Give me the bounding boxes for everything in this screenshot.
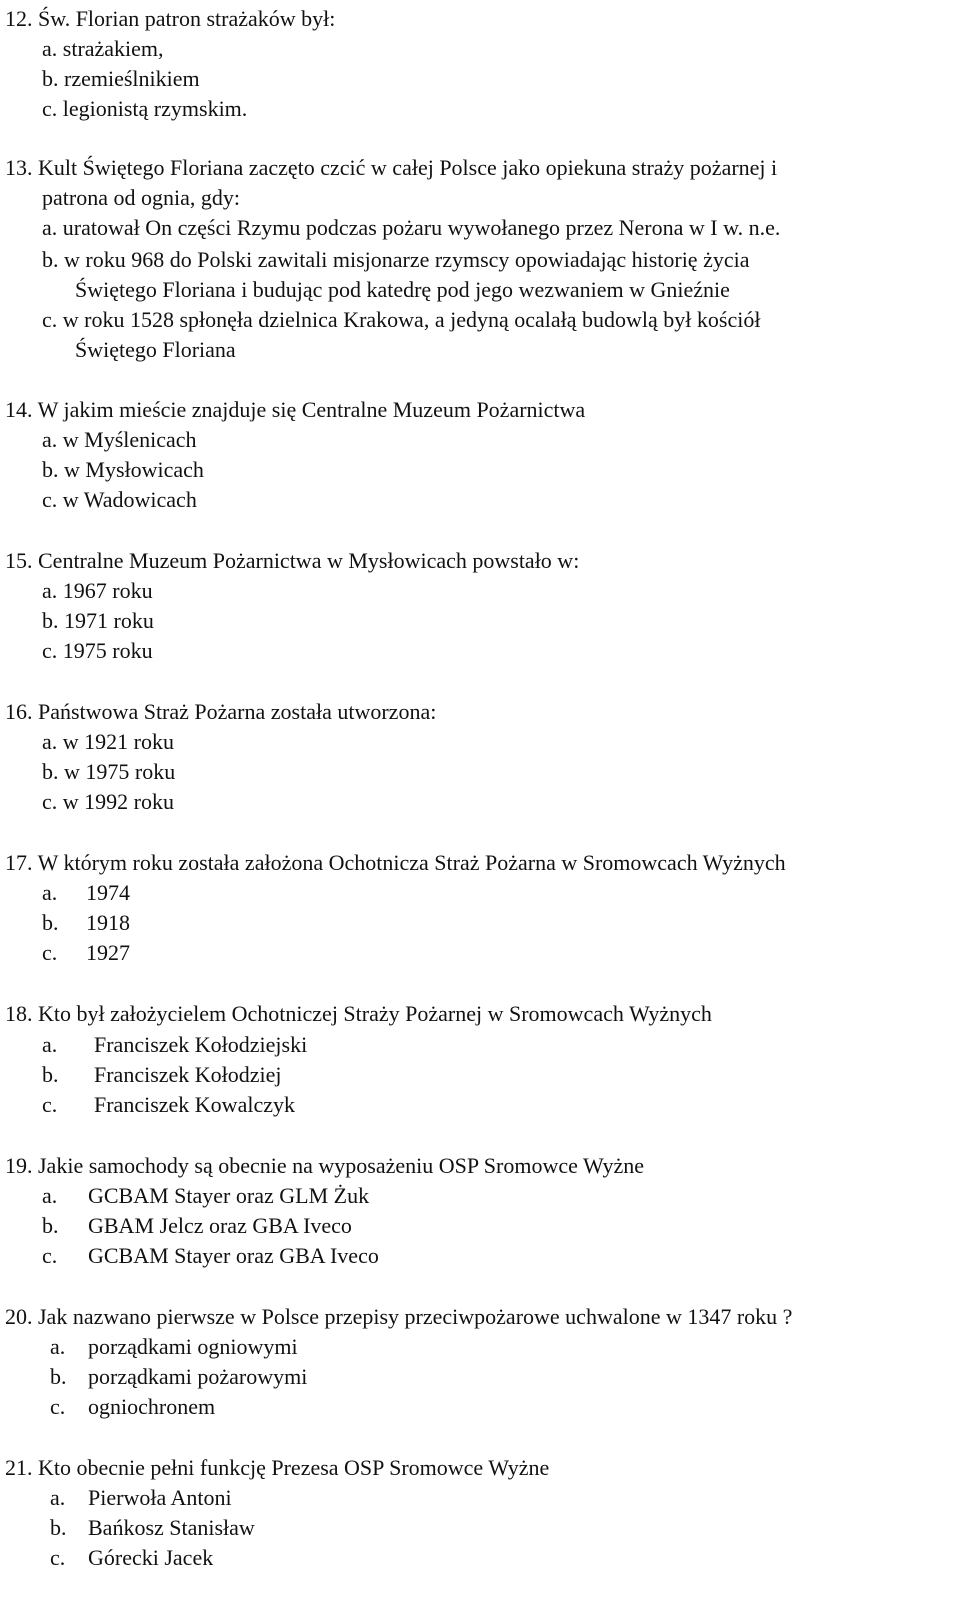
option-14c (42, 485, 197, 515)
option-14b (42, 455, 204, 485)
option-text: Górecki Jacek (88, 1545, 214, 1570)
option-letter: c. (42, 638, 58, 663)
option-text: w 1921 roku (62, 729, 174, 754)
option-16a (42, 727, 174, 757)
question-text: Kto był założycielem Ochotniczej Straży Pożarnej w Sromowcach Wyżnych (38, 1001, 712, 1026)
option-letter: a. (42, 215, 58, 240)
option-18a (42, 1030, 307, 1060)
option-text: Bańkosz Stanisław (88, 1515, 255, 1540)
question-text: Kto obecnie pełni funkcję Prezesa OSP Sromowce Wyżne (38, 1455, 550, 1480)
option-text: strażakiem, (62, 36, 164, 61)
option-text-continuation: Świętego Floriana (75, 337, 236, 362)
option-text: w 1975 roku (64, 759, 176, 784)
option-text: GBAM Jelcz oraz GBA Iveco (88, 1213, 352, 1238)
option-letter: b. (42, 608, 59, 633)
option-text: 1927 (86, 940, 130, 965)
option-letter: a. (50, 1334, 66, 1359)
option-text: ogniochronem (88, 1394, 216, 1419)
question-text: W którym roku została założona Ochotnicza Straż Pożarna w Sromowcach Wyżnych (37, 850, 786, 875)
question-13 (5, 153, 777, 183)
option-20b (50, 1362, 307, 1392)
option-13c-continuation (75, 335, 236, 365)
option-19b (42, 1211, 352, 1241)
question-text-continuation: patrona od ognia, gdy: (42, 185, 240, 210)
option-letter: c. (42, 940, 58, 965)
option-13c (42, 305, 760, 335)
option-letter: c. (42, 789, 58, 814)
option-13a (42, 213, 780, 243)
option-13b-continuation (75, 275, 730, 305)
option-letter: c. (42, 1243, 58, 1268)
option-letter: c. (42, 307, 58, 332)
option-21a (50, 1483, 232, 1513)
option-text: porządkami ogniowymi (88, 1334, 298, 1359)
option-text-continuation: Świętego Floriana i budując pod katedrę pod jego wezwaniem w Gnieźnie (75, 277, 730, 302)
option-text: 1974 (86, 880, 130, 905)
option-text: 1975 roku (62, 638, 153, 663)
option-letter: c. (50, 1545, 66, 1570)
question-18 (5, 999, 712, 1029)
question-number: 13. (5, 155, 33, 180)
question-number: 19. (5, 1153, 33, 1178)
option-21c (50, 1543, 213, 1573)
option-text: rzemieślnikiem (64, 66, 200, 91)
option-12a (42, 34, 164, 64)
option-text: w Myślenicach (62, 427, 197, 452)
question-15 (5, 546, 579, 576)
question-text: Kult Świętego Floriana zaczęto czcić w całej Polsce jako opiekuna straży pożarnej i (38, 155, 778, 180)
option-text: w 1992 roku (62, 789, 174, 814)
option-letter: a. (42, 1032, 58, 1057)
option-20a (50, 1332, 298, 1362)
option-letter: a. (42, 880, 58, 905)
question-number: 20. (5, 1304, 33, 1329)
option-14a (42, 425, 197, 455)
option-15b (42, 606, 154, 636)
option-letter: a. (42, 1183, 58, 1208)
option-17c (42, 938, 130, 968)
option-text: uratował On części Rzymu podczas pożaru wywołanego przez Nerona w I w. n.e. (62, 215, 781, 240)
option-letter: b. (42, 66, 59, 91)
option-letter: a. (42, 427, 58, 452)
option-letter: c. (42, 487, 58, 512)
question-17 (5, 848, 786, 878)
option-letter: b. (50, 1364, 67, 1389)
option-text: 1918 (86, 910, 130, 935)
option-text: Franciszek Kołodziej (94, 1062, 282, 1087)
option-text: Pierwoła Antoni (88, 1485, 232, 1510)
option-letter: b. (42, 1062, 59, 1087)
option-letter: b. (42, 457, 59, 482)
question-12 (5, 4, 335, 34)
question-number: 17. (5, 850, 33, 875)
option-15a (42, 576, 153, 606)
option-19c (42, 1241, 379, 1271)
option-letter: b. (42, 910, 59, 935)
option-letter: c. (42, 96, 58, 121)
option-18b (42, 1060, 282, 1090)
option-text: Franciszek Kołodziejski (94, 1032, 308, 1057)
question-text: W jakim mieście znajduje się Centralne Muzeum Pożarnictwa (37, 397, 586, 422)
option-17a (42, 878, 130, 908)
option-21b (50, 1513, 255, 1543)
option-16c (42, 787, 174, 817)
option-18c (42, 1090, 295, 1120)
question-13-continuation (42, 183, 240, 213)
option-17b (42, 908, 130, 938)
question-19 (5, 1151, 644, 1181)
question-16 (5, 697, 436, 727)
question-number: 21. (5, 1455, 33, 1480)
question-number: 16. (5, 699, 33, 724)
option-text: GCBAM Stayer oraz GLM Żuk (88, 1183, 370, 1208)
question-text: Centralne Muzeum Pożarnictwa w Mysłowicach powstało w: (38, 548, 580, 573)
option-letter: a. (42, 36, 58, 61)
option-letter: c. (50, 1394, 66, 1419)
question-number: 14. (5, 397, 33, 422)
question-14 (5, 395, 585, 425)
question-21 (5, 1453, 549, 1483)
option-12b (42, 64, 200, 94)
option-letter: b. (42, 759, 59, 784)
option-12c (42, 94, 247, 124)
option-text: GCBAM Stayer oraz GBA Iveco (88, 1243, 379, 1268)
option-text: 1971 roku (64, 608, 154, 633)
option-text: 1967 roku (62, 578, 153, 603)
option-letter: c. (42, 1092, 58, 1117)
option-letter: a. (42, 578, 58, 603)
option-15c (42, 636, 153, 666)
option-text: w Wadowicach (62, 487, 197, 512)
question-text: Jakie samochody są obecnie na wyposażeniu OSP Sromowce Wyżne (38, 1153, 644, 1178)
option-20c (50, 1392, 215, 1422)
option-text: Franciszek Kowalczyk (94, 1092, 295, 1117)
question-20 (5, 1302, 792, 1332)
option-19a (42, 1181, 369, 1211)
question-number: 18. (5, 1001, 33, 1026)
option-text: porządkami pożarowymi (88, 1364, 308, 1389)
option-text: w Mysłowicach (64, 457, 204, 482)
option-letter: b. (50, 1515, 67, 1540)
option-text: w roku 1528 spłonęła dzielnica Krakowa, a jedyną ocalałą budowlą był kościół (62, 307, 761, 332)
question-text: Jak nazwano pierwsze w Polsce przepisy przeciwpożarowe uchwalone w 1347 roku ? (38, 1304, 793, 1329)
question-number: 15. (5, 548, 33, 573)
option-letter: b. (42, 1213, 59, 1238)
option-letter: b. (42, 247, 59, 272)
question-text: Państwowa Straż Pożarna została utworzona: (38, 699, 437, 724)
option-text: w roku 968 do Polski zawitali misjonarze rzymscy opowiadając historię życia (64, 247, 750, 272)
option-letter: a. (50, 1485, 66, 1510)
option-text: legionistą rzymskim. (62, 96, 248, 121)
option-13b (42, 245, 749, 275)
option-letter: a. (42, 729, 58, 754)
question-number: 12. (5, 6, 33, 31)
question-text: Św. Florian patron strażaków był: (38, 6, 336, 31)
option-16b (42, 757, 175, 787)
